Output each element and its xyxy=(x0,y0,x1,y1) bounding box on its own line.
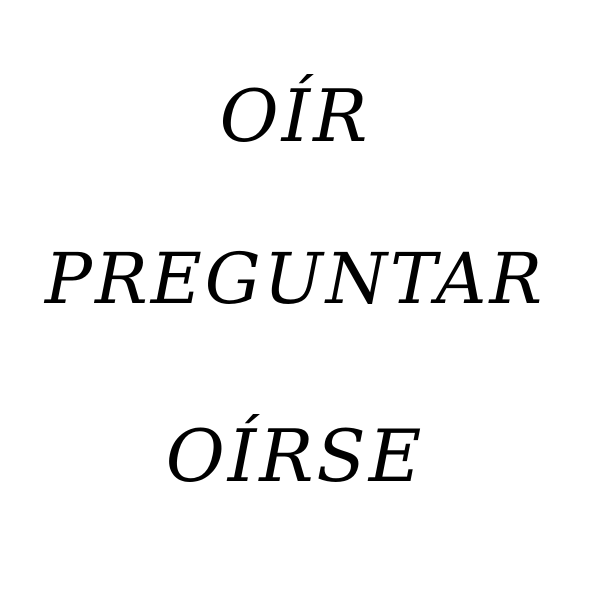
word-oir: OÍR xyxy=(219,74,371,158)
word-oirse: OÍRSE xyxy=(165,414,425,498)
word-preguntar: PREGUNTAR xyxy=(44,238,546,320)
